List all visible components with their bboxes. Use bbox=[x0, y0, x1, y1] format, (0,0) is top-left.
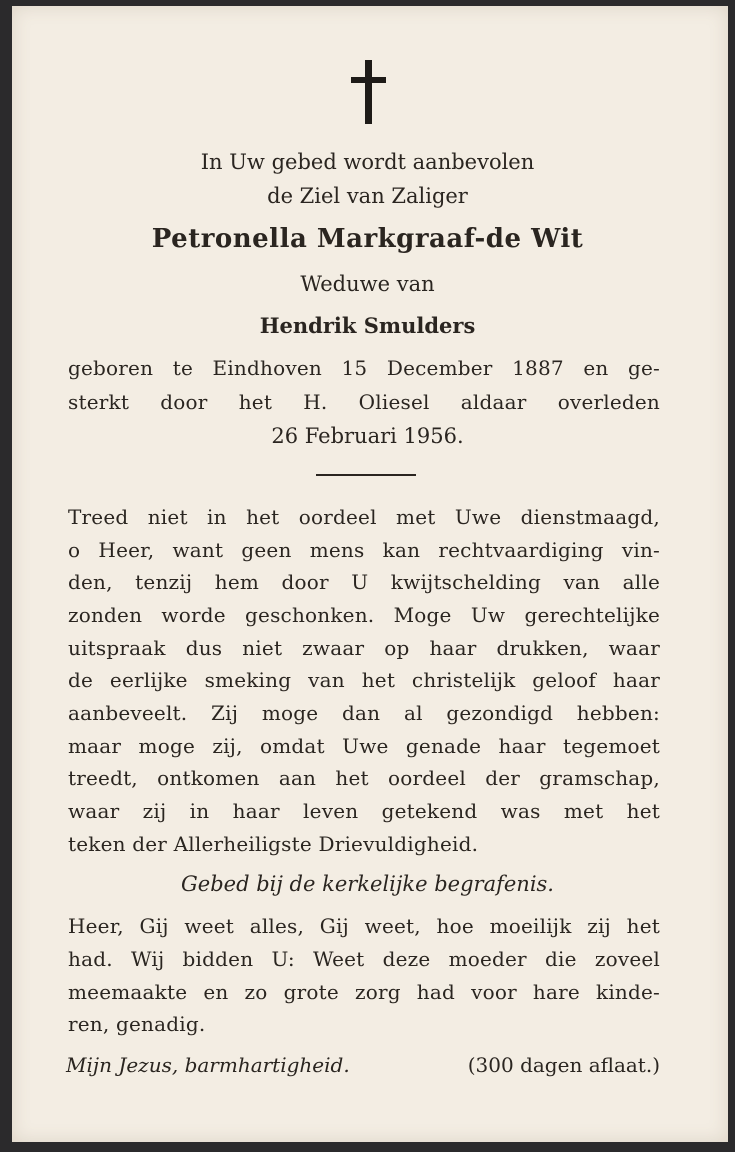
burial-line: Heer, Gij weet alles, Gij weet, hoe moeilijk zij het bbox=[68, 914, 660, 938]
prayer-line: de eerlijke smeking van het christelijk geloof haar bbox=[68, 668, 660, 692]
prayer-line: o Heer, want geen mens kan rechtvaardiging vin- bbox=[68, 538, 660, 562]
indulgence: (300 dagen aflaat.) bbox=[467, 1053, 660, 1077]
prayer-line: maar moge zij, omdat Uwe genade haar tegemoet bbox=[68, 734, 660, 758]
burial-line: ren, genadig. bbox=[68, 1012, 206, 1036]
prayer-line: treedt, ontkomen aan het oordeel der gramschap, bbox=[68, 766, 660, 790]
husband-name: Hendrik Smulders bbox=[259, 313, 476, 338]
cross-icon bbox=[349, 60, 389, 126]
prayer-line: den, tenzij hem door U kwijtschelding van alle bbox=[68, 570, 660, 594]
burial-prayer-title: Gebed bij de kerkelijke begrafenis. bbox=[181, 872, 554, 896]
divider bbox=[316, 474, 416, 476]
prayer-line: aanbeveelt. Zij moge dan al gezondigd hebben: bbox=[68, 701, 660, 725]
life-line-2: sterkt door het H. Oliesel aldaar overleden bbox=[68, 390, 660, 414]
invocation: Mijn Jezus, barmhartigheid. bbox=[66, 1053, 350, 1077]
soul-line: de Ziel van Zaliger bbox=[267, 184, 468, 208]
prayer-line: teken der Allerheiligste Drievuldigheid. bbox=[68, 832, 479, 856]
prayer-line: waar zij in haar leven getekend was met het bbox=[68, 799, 660, 823]
prayer-line: zonden worde geschonken. Moge Uw gerechtelijke bbox=[68, 603, 660, 627]
prayer-line: uitspraak dus niet zwaar op haar drukken, waar bbox=[68, 636, 660, 660]
prayer-line: Treed niet in het oordeel met Uwe dienstmaagd, bbox=[68, 505, 660, 529]
widow-of-line: Weduwe van bbox=[300, 272, 435, 296]
footer bbox=[66, 1052, 660, 1078]
life-line-3: 26 Februari 1956. bbox=[271, 424, 464, 448]
burial-line: had. Wij bidden U: Weet deze moeder die zoveel bbox=[68, 947, 660, 971]
recommend-line: In Uw gebed wordt aanbevolen bbox=[200, 150, 535, 174]
life-line-1: geboren te Eindhoven 15 December 1887 en ge- bbox=[68, 356, 660, 380]
deceased-name: Petronella Markgraaf-de Wit bbox=[151, 224, 584, 254]
burial-line: meemaakte en zo grote zorg had voor hare kinde- bbox=[68, 980, 660, 1004]
